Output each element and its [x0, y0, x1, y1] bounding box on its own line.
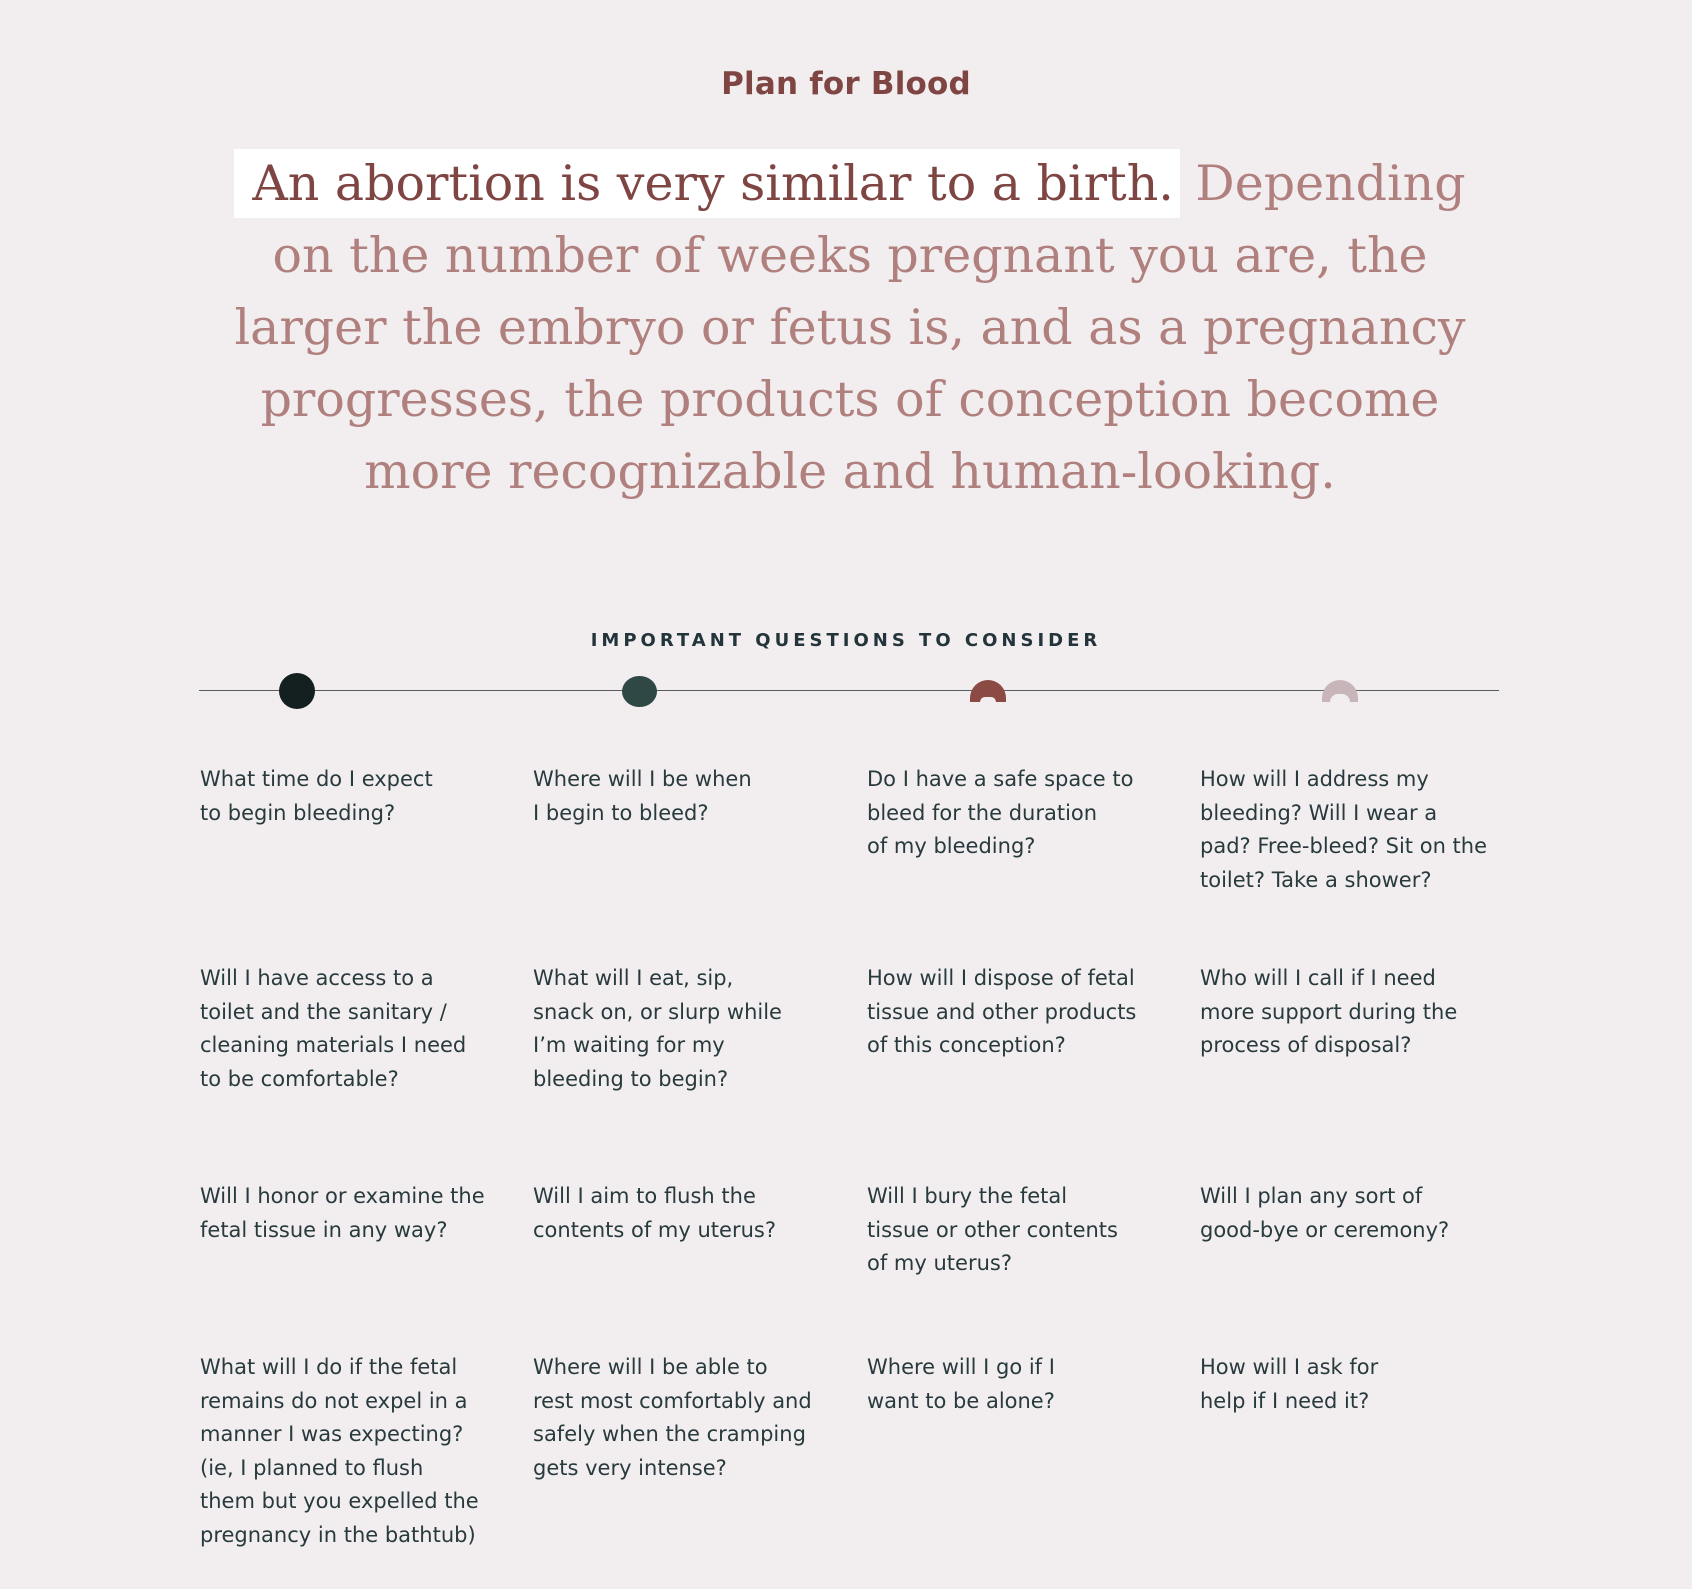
- question-item: What will I do if the fetal remains do not expel in a manner I was expecting? (ie, I planned to flush them but you expelled the pregnancy in the bathtub): [200, 1355, 479, 1547]
- arch-marker-icon: [1322, 680, 1358, 702]
- question-item: How will I address my bleeding? Will I wear a pad? Free-bleed? Sit on the toilet? Take a shower?: [1200, 767, 1488, 892]
- intro-rest: Depending on the number of weeks pregnant you are, the larger the embryo or fetus is, and as a pregnancy progresses, the products of conception become more recognizable and human-looking.: [234, 155, 1466, 500]
- question-item: Where will I go if I want to be alone?: [867, 1355, 1055, 1413]
- question-item: What time do I expect to begin bleeding?: [200, 767, 433, 825]
- intro-paragraph: [230, 148, 1470, 508]
- question-item: Will I bury the fetal tissue or other contents of my uterus?: [867, 1184, 1118, 1275]
- circle-marker-icon: [279, 673, 315, 709]
- circle-marker-icon: [622, 676, 657, 707]
- question-item: Will I have access to a toilet and the sanitary / cleaning materials I need to be comfortable?: [200, 966, 467, 1091]
- timeline-line: [199, 690, 1499, 691]
- question-item: Will I honor or examine the fetal tissue in any way?: [200, 1184, 485, 1242]
- question-item: Will I aim to flush the contents of my uterus?: [533, 1184, 776, 1242]
- half-circle-marker-icon: [970, 680, 1006, 702]
- question-item: Do I have a safe space to bleed for the duration of my bleeding?: [867, 767, 1134, 858]
- question-item: What will I eat, sip, snack on, or slurp while I’m waiting for my bleeding to begin?: [533, 966, 782, 1091]
- question-item: How will I dispose of fetal tissue and other products of this conception?: [867, 966, 1137, 1057]
- question-item: Will I plan any sort of good-bye or ceremony?: [1200, 1184, 1450, 1242]
- section-heading: IMPORTANT QUESTIONS TO CONSIDER: [590, 630, 1102, 651]
- question-item: How will I ask for help if I need it?: [1200, 1355, 1379, 1413]
- question-item: Where will I be able to rest most comfortably and safely when the cramping gets very intense?: [533, 1355, 812, 1480]
- page-title: Plan for Blood: [721, 66, 971, 102]
- intro-highlight: An abortion is very similar to a birth.: [234, 149, 1179, 218]
- question-item: Who will I call if I need more support during the process of disposal?: [1200, 966, 1458, 1057]
- question-item: Where will I be when I begin to bleed?: [533, 767, 752, 825]
